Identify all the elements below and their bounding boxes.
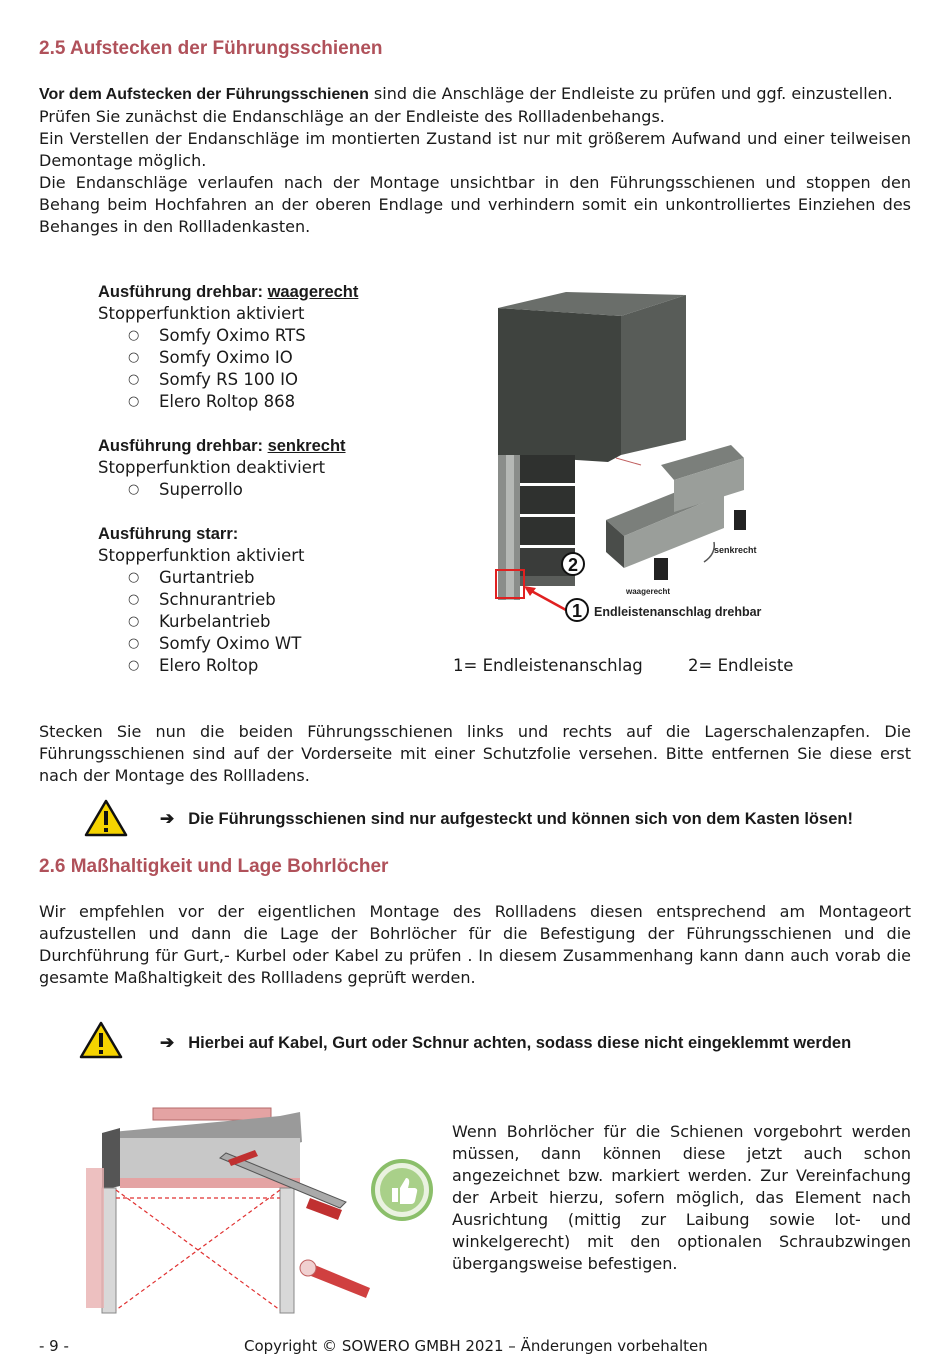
warning-icon (79, 1021, 123, 1059)
intro-bold-lead: Vor dem Aufstecken der Führungsschienen (39, 86, 369, 103)
intro-rest: sind die Anschläge der Endleiste zu prüfen und ggf. einzustellen. (368, 84, 893, 103)
intro-line-3: Die Endanschläge verlaufen nach der Montage unsichtbar in den Führungsschienen und stoppen den Behang beim Hochfahren an der oberen Endlage und verhindern somit ein unkontrolliertes Einziehen des Behanges in den Rollladenkasten. (39, 173, 911, 236)
arrow-right-icon: ➔ (160, 1033, 175, 1052)
copyright: Copyright © SOWERO GMBH 2021 – Änderungen vorbehalten (244, 1337, 708, 1355)
warning-text-1: Die Führungsschienen sind nur aufgesteckt und können sich von dem Kasten lösen! (188, 810, 853, 828)
variant-group-starr (98, 523, 458, 677)
callout-label: Endleistenanschlag drehbar (594, 605, 762, 619)
rotate-arrow (704, 542, 714, 562)
group-heading (98, 523, 458, 545)
spirit-level (153, 1108, 271, 1120)
variant-group-senkrecht (98, 435, 458, 501)
group-subtitle: Stopperfunktion aktiviert (98, 546, 305, 565)
left-rail (102, 1188, 116, 1313)
endstop-variants-list (98, 281, 458, 677)
left-level (86, 1168, 104, 1308)
cord (616, 458, 641, 465)
group-heading (98, 435, 458, 457)
box-side (102, 1128, 120, 1190)
shutter-endstop-illustration (476, 290, 776, 630)
section-heading-2-5: 2.5 Aufstecken der Führungsschienen (39, 38, 383, 59)
slat (520, 455, 575, 483)
intro-line-2: Ein Verstellen der Endanschläge im montierten Zustand ist nur mit größerem Aufwand und einer teilweisen Demontage möglich. (39, 129, 911, 170)
list-item: ○ Somfy RS 100 IO (98, 369, 458, 391)
group-heading-prefix: Ausführung drehbar: (98, 283, 268, 301)
endstop-part (654, 558, 668, 580)
end-bar-bottom (520, 576, 575, 586)
group-subtitle: Stopperfunktion aktiviert (98, 304, 305, 323)
page-number: - 9 - (39, 1337, 69, 1355)
guide-rail-inner (506, 455, 514, 600)
figure-caption-2: 2= Endleiste (688, 656, 794, 675)
list-item: ○ Gurtantrieb (98, 567, 458, 589)
variant-group-waagerecht (98, 281, 458, 413)
marker-1-label: 1 (571, 601, 583, 621)
section-heading-2-6: 2.6 Maßhaltigkeit und Lage Bohrlöcher (39, 856, 389, 877)
mounting-side-text: Wenn Bohrlöcher für die Schienen vorgebohrt werden müssen, dann können diese jetzt auch schon angezeichnet bzw. markiert werden. Zur Vereinfachung der Arbeit hierzu, sofern möglich, das Element nach Ausrichtung (mittig zur Laibung sowie lot- und winkelgerecht) mit den optionalen Schraubzwingen übergangsweise befestigen. (452, 1122, 911, 1273)
section-2-6-paragraph: Wir empfehlen vor der eigentlichen Montage des Rollladens diesen entsprechend am Montageort aufzustellen und dann die Lage der Bohrlöcher für die Befestigung der Führungsschienen und die Durchführung für Gurt,- Kurbel oder Kabel zu prüfen . In diesem Zusammenhang kann dann auch vorab die gesamte Maßhaltigkeit des Rollladens geprüft werden. (39, 902, 911, 987)
list-item: ○ Somfy Oximo WT (98, 633, 458, 655)
shutter-box-side (621, 295, 686, 455)
warning-text-2: Hierbei auf Kabel, Gurt oder Schnur achten, sodass diese nicht eingeklemmt werden (188, 1034, 852, 1052)
marker-2-label: 2 (567, 555, 579, 575)
label-senkrecht: senkrecht (714, 545, 757, 555)
warning-message-1 (160, 809, 853, 829)
arrow-right-icon: ➔ (160, 809, 175, 828)
list-item: ○ Elero Roltop (98, 655, 458, 677)
group-heading-prefix: Ausführung starr: (98, 525, 239, 543)
arrow-head (524, 586, 536, 596)
group-subtitle: Stopperfunktion deaktiviert (98, 458, 326, 477)
slat (520, 486, 575, 514)
list-item: ○ Somfy Oximo RTS (98, 325, 458, 347)
label-waagerecht: waagerecht (626, 587, 671, 596)
figure-caption-1: 1= Endleistenanschlag (453, 656, 643, 675)
list-item: ○ Schnurantrieb (98, 589, 458, 611)
list-item: ○ Elero Roltop 868 (98, 391, 458, 413)
endstop-part-2 (734, 510, 746, 530)
intro-line-1: Prüfen Sie zunächst die Endanschläge an der Endleiste des Rollladenbehangs. (39, 107, 665, 126)
pencil-tip (300, 1260, 316, 1276)
thumbs-up-icon (370, 1158, 434, 1222)
warning-message-2 (160, 1033, 851, 1053)
group-heading (98, 281, 458, 303)
list-item: ○ Somfy Oximo IO (98, 347, 458, 369)
list-item: ○ Superrollo (98, 479, 458, 501)
shutter-box-front (498, 308, 621, 462)
right-rail (280, 1188, 294, 1313)
group-heading-underlined: senkrecht (267, 437, 346, 455)
group-heading-underlined: waagerecht (267, 283, 359, 301)
list-item: ○ Kurbelantrieb (98, 611, 458, 633)
slat (520, 517, 575, 545)
insert-paragraph: Stecken Sie nun die beiden Führungsschienen links und rechts auf die Lagerschalenzapfen. Die Führungsschienen sind auf der Vorderseite mit einer Schutzfolie versehen. Bitte entfernen Sie diese erst nach der Montage des Rollladens. (39, 722, 911, 785)
group-heading-prefix: Ausführung drehbar: (98, 437, 268, 455)
warning-icon (84, 799, 128, 837)
intro-paragraph (39, 83, 911, 238)
